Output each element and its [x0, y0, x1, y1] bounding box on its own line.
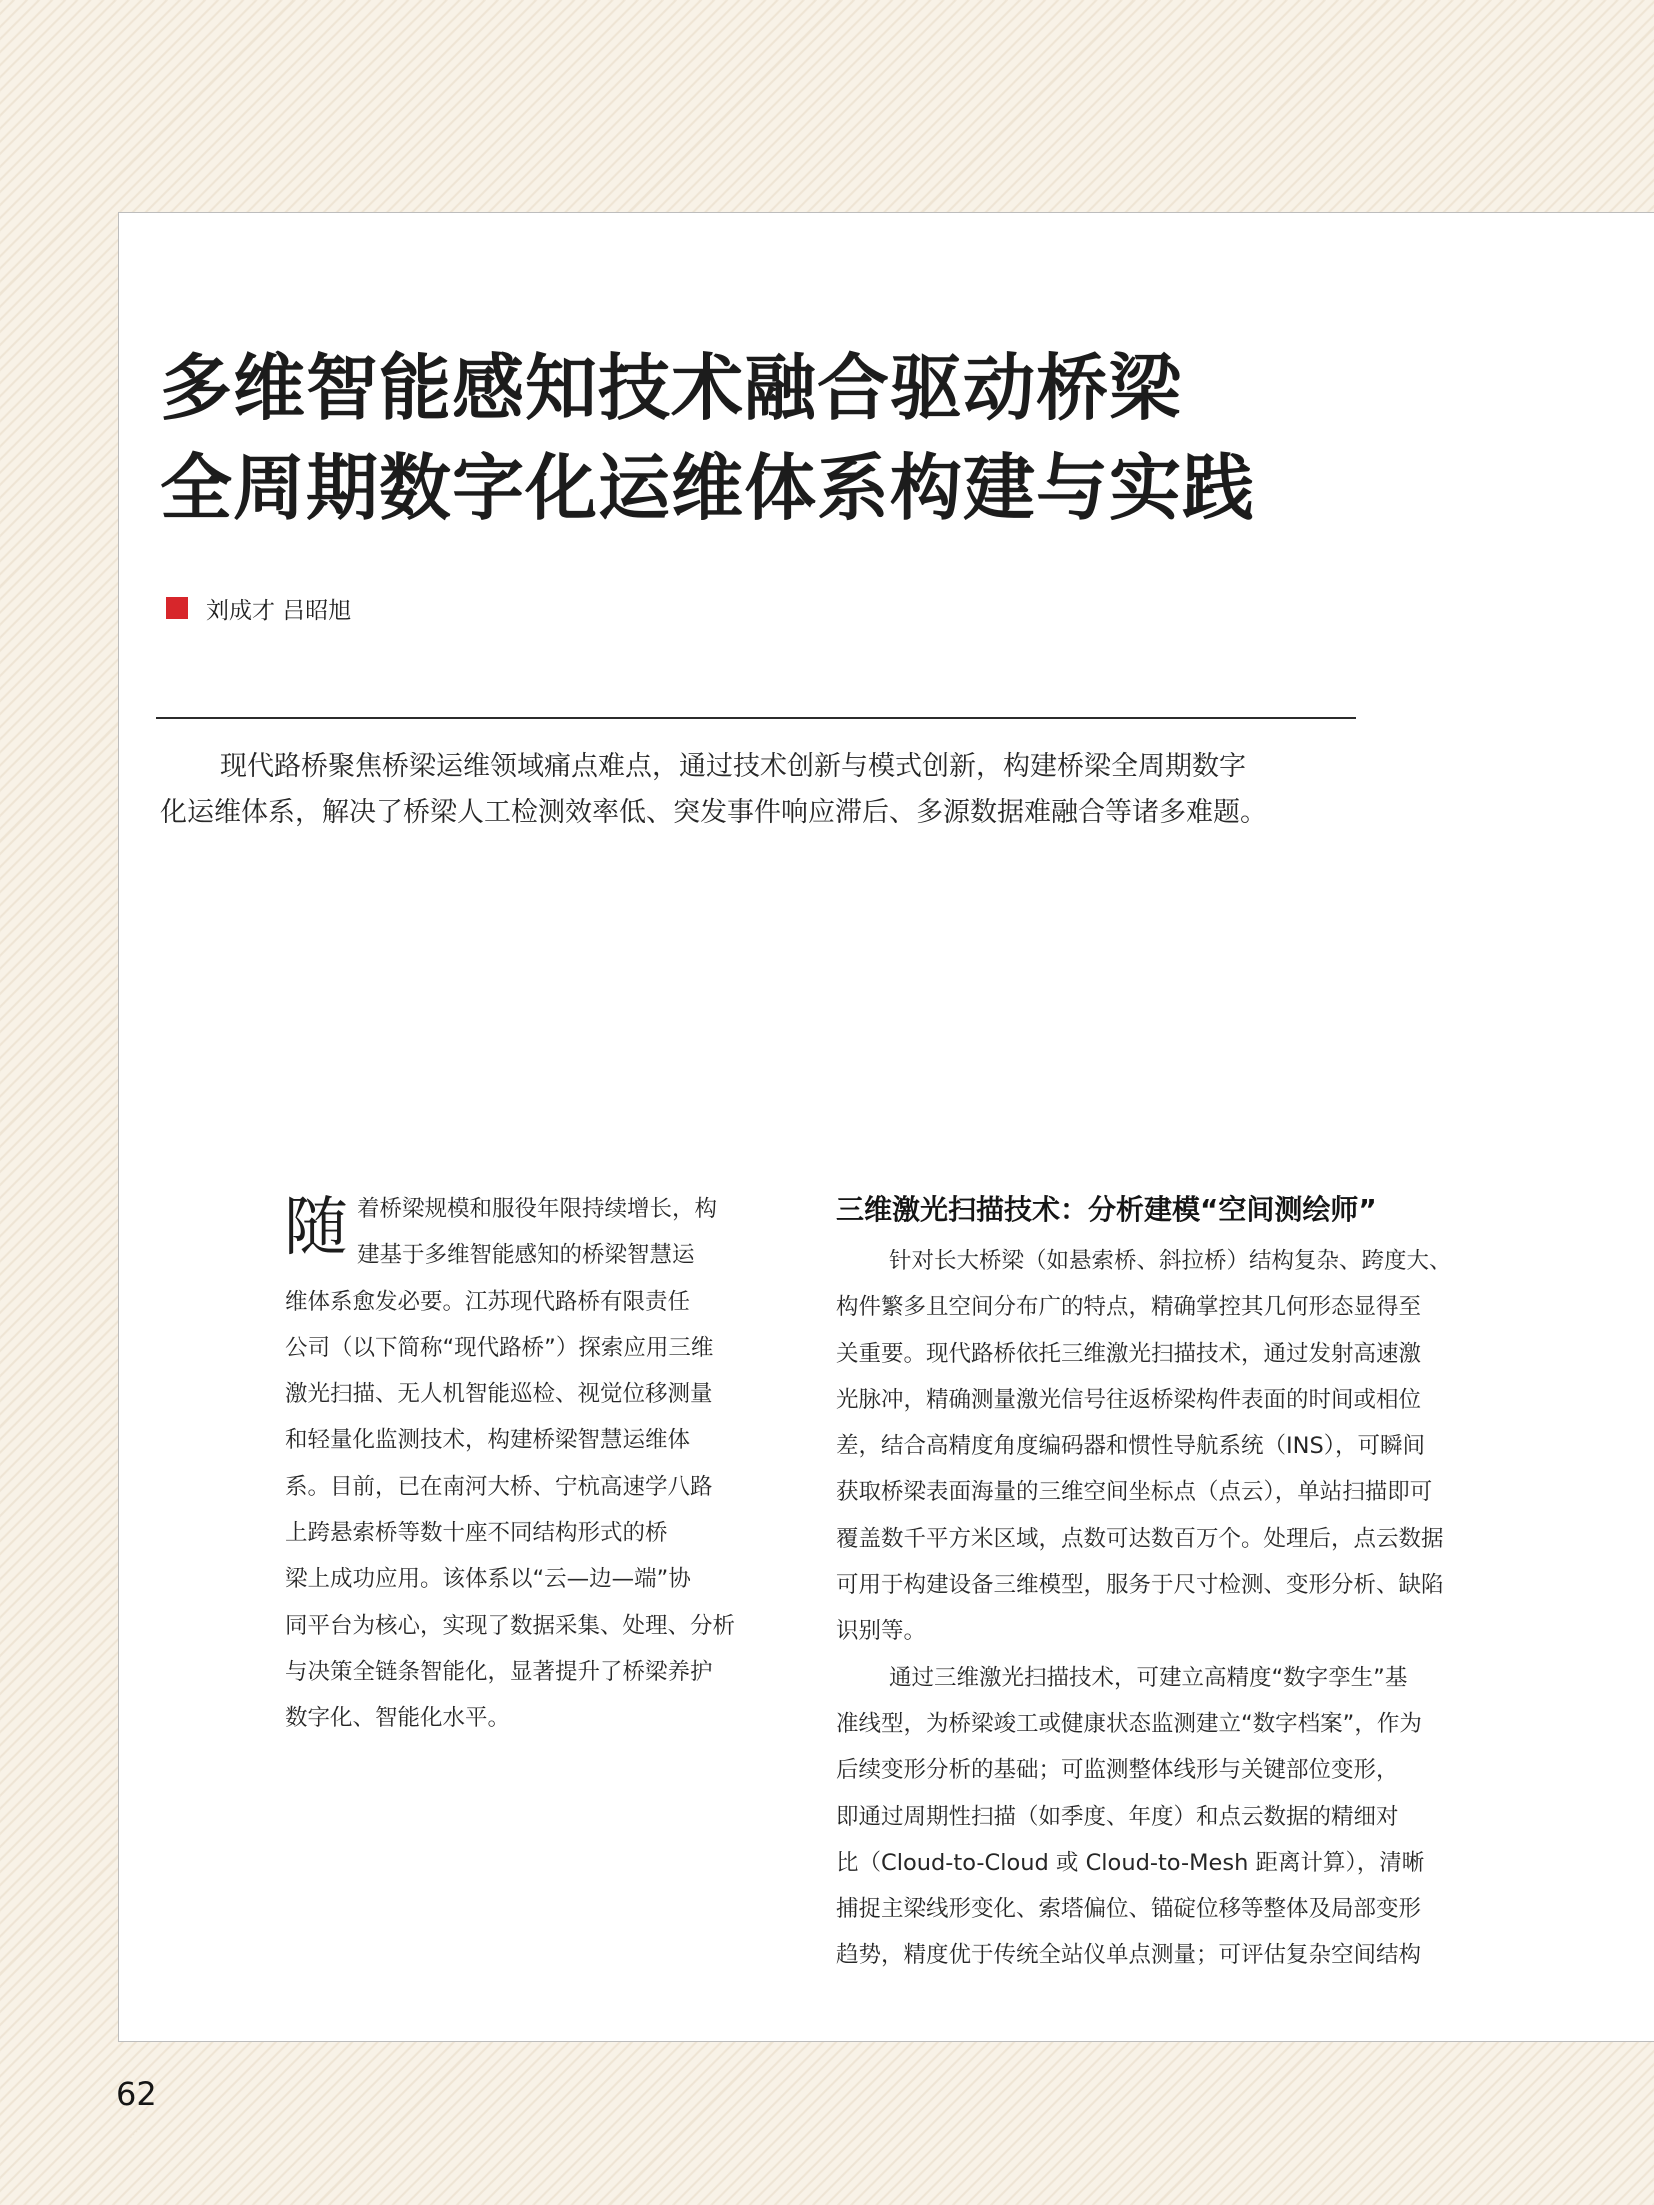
- body-line: 与决策全链条智能化，显著提升了桥梁养护: [285, 1658, 713, 1685]
- body-line: 针对长大桥梁（如悬索桥、斜拉桥）结构复杂、跨度大、: [889, 1248, 1452, 1274]
- title-line-2: 全周期数字化运维体系构建与实践: [160, 445, 1256, 530]
- body-line: 激光扫描、无人机智能巡检、视觉位移测量: [285, 1381, 713, 1408]
- body-line: 系。目前，已在南河大桥、宁杭高速学八路: [285, 1473, 713, 1500]
- body-line: 识别等。: [836, 1618, 927, 1645]
- left-body-column: [285, 1186, 785, 1742]
- body-line: 可用于构建设备三维模型，服务于尺寸检测、变形分析、缺陷: [836, 1572, 1444, 1599]
- section-body: [836, 1238, 1502, 1979]
- body-line: 梁上成功应用。该体系以“云—边—端”协: [285, 1566, 691, 1593]
- body-line: 差，结合高精度角度编码器和惯性导航系统（INS），可瞬间: [836, 1433, 1426, 1460]
- body-line: 光脉冲，精确测量激光信号往返桥梁构件表面的时间或相位: [836, 1386, 1422, 1413]
- author-byline: [166, 592, 351, 624]
- section-heading: 三维激光扫描技术：分析建模“空间测绘师”: [836, 1193, 1377, 1226]
- right-body-column: [836, 1190, 1502, 1979]
- title-divider: [156, 717, 1356, 719]
- article-title: [160, 338, 1255, 538]
- drop-cap: 随: [284, 1191, 348, 1265]
- article-abstract: [160, 744, 1360, 836]
- author-names: 刘成才 吕昭旭: [206, 597, 352, 624]
- body-line: 后续变形分析的基础；可监测整体线形与关键部位变形，: [836, 1757, 1399, 1784]
- body-line: 和轻量化监测技术，构建桥梁智慧运维体: [285, 1427, 691, 1454]
- title-line-1: 多维智能感知技术融合驱动桥梁: [160, 345, 1183, 430]
- body-line: 公司（以下简称“现代路桥”）探索应用三维: [285, 1334, 714, 1361]
- body-line: 上跨悬索桥等数十座不同结构形式的桥: [285, 1520, 668, 1547]
- body-line: 通过三维激光扫描技术，可建立高精度“数字孪生”基: [889, 1664, 1408, 1691]
- abstract-line: 化运维体系，解决了桥梁人工检测效率低、突发事件响应滞后、多源数据难融合等诸多难题。: [160, 797, 1267, 828]
- body-line: 建基于多维智能感知的桥梁智慧运: [357, 1242, 695, 1269]
- body-line: 数字化、智能化水平。: [285, 1705, 511, 1732]
- body-line: 着桥梁规模和服役年限持续增长，构: [357, 1196, 718, 1222]
- abstract-line: 现代路桥聚焦桥梁运维领域痛点难点，通过技术创新与模式创新，构建桥梁全周期数字: [220, 751, 1246, 782]
- body-line: 获取桥梁表面海量的三维空间坐标点（点云），单站扫描即可: [836, 1479, 1433, 1506]
- body-line: 关重要。现代路桥依托三维激光扫描技术，通过发射高速激: [836, 1340, 1422, 1367]
- body-line: 覆盖数千平方米区域，点数可达数百万个。处理后，点云数据: [836, 1525, 1444, 1552]
- body-line: 准线型，为桥梁竣工或健康状态监测建立“数字档案”，作为: [836, 1710, 1422, 1737]
- body-line: 捕捉主梁线形变化、索塔偏位、锚碇位移等整体及局部变形: [836, 1896, 1422, 1923]
- author-marker-icon: [166, 597, 188, 619]
- body-line: 趋势，精度优于传统全站仪单点测量；可评估复杂空间结构: [836, 1942, 1422, 1969]
- body-line: 比（Cloud-to-Cloud 或 Cloud-to-Mesh 距离计算），清晰: [836, 1849, 1425, 1876]
- body-line: 构件繁多且空间分布广的特点，精确掌控其几何形态显得至: [836, 1294, 1422, 1321]
- body-line: 维体系愈发必要。江苏现代路桥有限责任: [285, 1288, 691, 1315]
- body-line: 即通过周期性扫描（如季度、年度）和点云数据的精细对: [836, 1803, 1399, 1830]
- body-line: 同平台为核心，实现了数据采集、处理、分析: [285, 1612, 736, 1639]
- page-number: 62: [116, 2075, 157, 2113]
